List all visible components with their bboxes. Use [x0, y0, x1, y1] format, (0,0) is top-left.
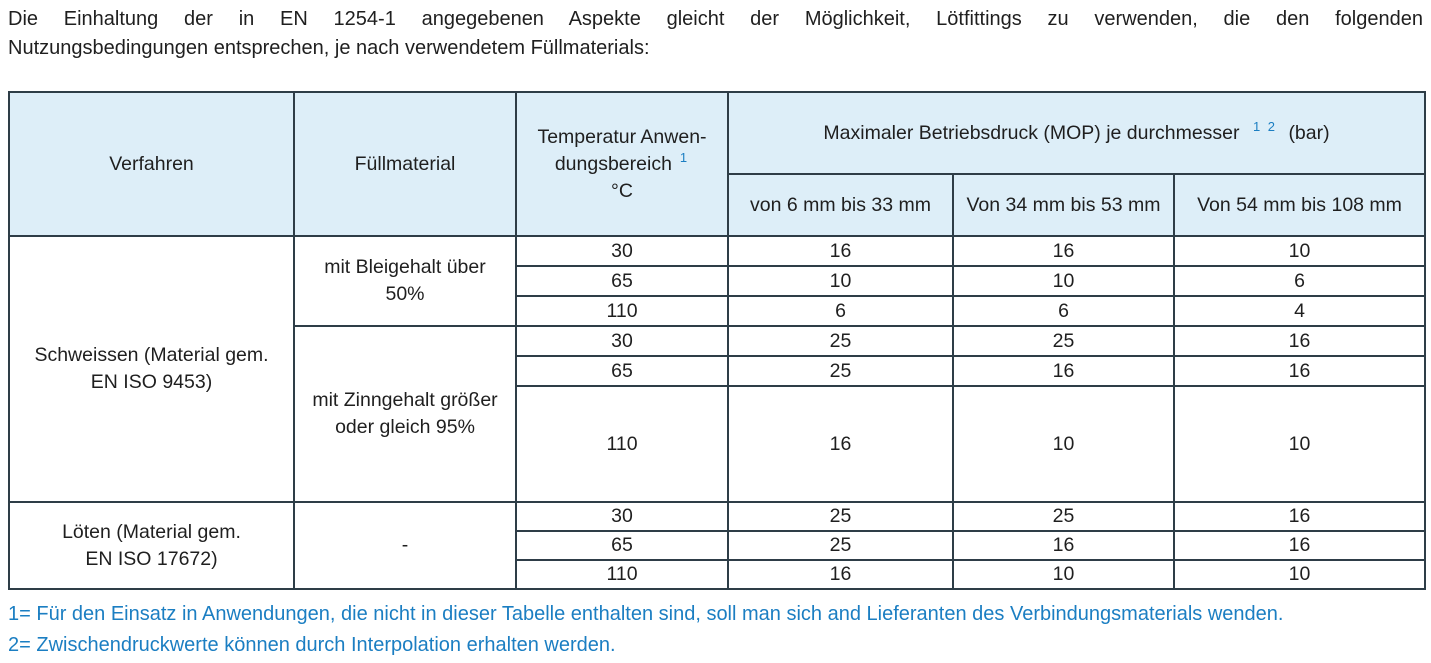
cell-mop-value: 10	[1174, 386, 1425, 502]
header-mop	[728, 92, 1425, 174]
cell-temp: 65	[516, 531, 728, 560]
cell-mop-value: 16	[953, 356, 1174, 386]
cell-mop-value: 16	[1174, 502, 1425, 531]
cell-temp: 30	[516, 236, 728, 266]
header-verfahren	[9, 92, 294, 236]
footnote-1: 1= Für den Einsatz in Anwendungen, die nicht in dieser Tabelle enthalten sind, soll man sich and Lieferanten des Verbindungsmaterials wenden.	[8, 603, 1284, 625]
header-fuellmaterial-label: Füllmaterial	[354, 152, 456, 175]
fuellmaterial-line-1: mit Zinngehalt größer	[312, 389, 498, 411]
cell-mop-value: 6	[728, 296, 953, 326]
table-row	[9, 502, 1425, 531]
cell-temp: 30	[516, 502, 728, 531]
cell-temp: 30	[516, 326, 728, 356]
cell-mop-value: 16	[728, 386, 953, 502]
cell-mop-value: 10	[953, 560, 1174, 589]
cell-mop-value: 25	[728, 356, 953, 386]
cell-mop-value: 25	[728, 531, 953, 560]
footnotes	[8, 599, 1423, 661]
fuellmaterial-line-2: oder gleich 95%	[335, 416, 475, 438]
cell-temp: 65	[516, 266, 728, 296]
cell-fuellmaterial-zinngehalt	[294, 326, 516, 502]
header-verfahren-label: Verfahren	[109, 152, 194, 175]
verfahren-line-2: EN ISO 17672)	[85, 547, 218, 570]
cell-mop-value: 16	[1174, 356, 1425, 386]
verfahren-line-1: Löten (Material gem.	[62, 520, 241, 543]
cell-mop-value: 10	[1174, 236, 1425, 266]
cell-mop-value: 25	[728, 326, 953, 356]
cell-mop-value: 10	[953, 386, 1174, 502]
cell-mop-value: 10	[953, 266, 1174, 296]
verfahren-line-1: Schweissen (Material gem.	[34, 344, 269, 366]
cell-mop-value: 25	[728, 502, 953, 531]
cell-fuellmaterial-bleigehalt	[294, 236, 516, 326]
cell-mop-value: 16	[728, 560, 953, 589]
fuellmaterial-line-2: 50%	[385, 283, 425, 305]
cell-mop-value: 16	[953, 531, 1174, 560]
fuellmaterial-dash: -	[401, 534, 409, 556]
cell-mop-value: 16	[1174, 326, 1425, 356]
cell-mop-value: 25	[953, 326, 1174, 356]
cell-verfahren-loeten	[9, 502, 294, 589]
intro-line-2: Nutzungsbedingungen entsprechen, je nach verwendetem Füllmaterials:	[8, 37, 650, 59]
cell-temp: 110	[516, 560, 728, 589]
cell-fuellmaterial-dash	[294, 502, 516, 589]
header-temperatur-line-2: dungsbereich	[554, 152, 672, 175]
cell-temp: 65	[516, 356, 728, 386]
verfahren-line-2: EN ISO 9453)	[90, 371, 213, 393]
header-temperatur-line-1: Temperatur Anwen-	[537, 125, 707, 148]
header-fuellmaterial	[294, 92, 516, 236]
cell-verfahren-schweissen	[9, 236, 294, 502]
header-temperatur-unit: °C	[611, 179, 633, 202]
footnote-ref-1: 1	[679, 150, 690, 165]
header-mop-label: Maximaler Betriebsdruck (MOP) je durchmesser	[823, 121, 1240, 144]
header-diameter-1: von 6 mm bis 33 mm	[728, 174, 953, 236]
cell-mop-value: 6	[1174, 266, 1425, 296]
header-diameter-2: Von 34 mm bis 53 mm	[953, 174, 1174, 236]
header-temperatur	[516, 92, 728, 236]
cell-mop-value: 10	[1174, 560, 1425, 589]
header-diameter-3: Von 54 mm bis 108 mm	[1174, 174, 1425, 236]
intro-paragraph	[8, 5, 1423, 63]
cell-mop-value: 4	[1174, 296, 1425, 326]
cell-mop-value: 16	[1174, 531, 1425, 560]
cell-mop-value: 16	[728, 236, 953, 266]
table-row	[9, 236, 1425, 266]
cell-mop-value: 25	[953, 502, 1174, 531]
header-mop-unit: (bar)	[1288, 121, 1330, 144]
intro-line-1: Die Einhaltung der in EN 1254-1 angegebenen Aspekte gleicht der Möglichkeit, Lötfittings zu verwenden, die den folgenden	[8, 8, 1423, 30]
cell-temp: 110	[516, 386, 728, 502]
mop-table	[8, 91, 1426, 590]
header-row-1	[9, 92, 1425, 174]
cell-mop-value: 10	[728, 266, 953, 296]
cell-temp: 110	[516, 296, 728, 326]
footnote-ref-1-2: 1 2	[1252, 119, 1278, 134]
fuellmaterial-line-1: mit Bleigehalt über	[324, 256, 486, 278]
footnote-2: 2= Zwischendruckwerte können durch Interpolation erhalten werden.	[8, 634, 616, 656]
cell-mop-value: 6	[953, 296, 1174, 326]
cell-mop-value: 16	[953, 236, 1174, 266]
